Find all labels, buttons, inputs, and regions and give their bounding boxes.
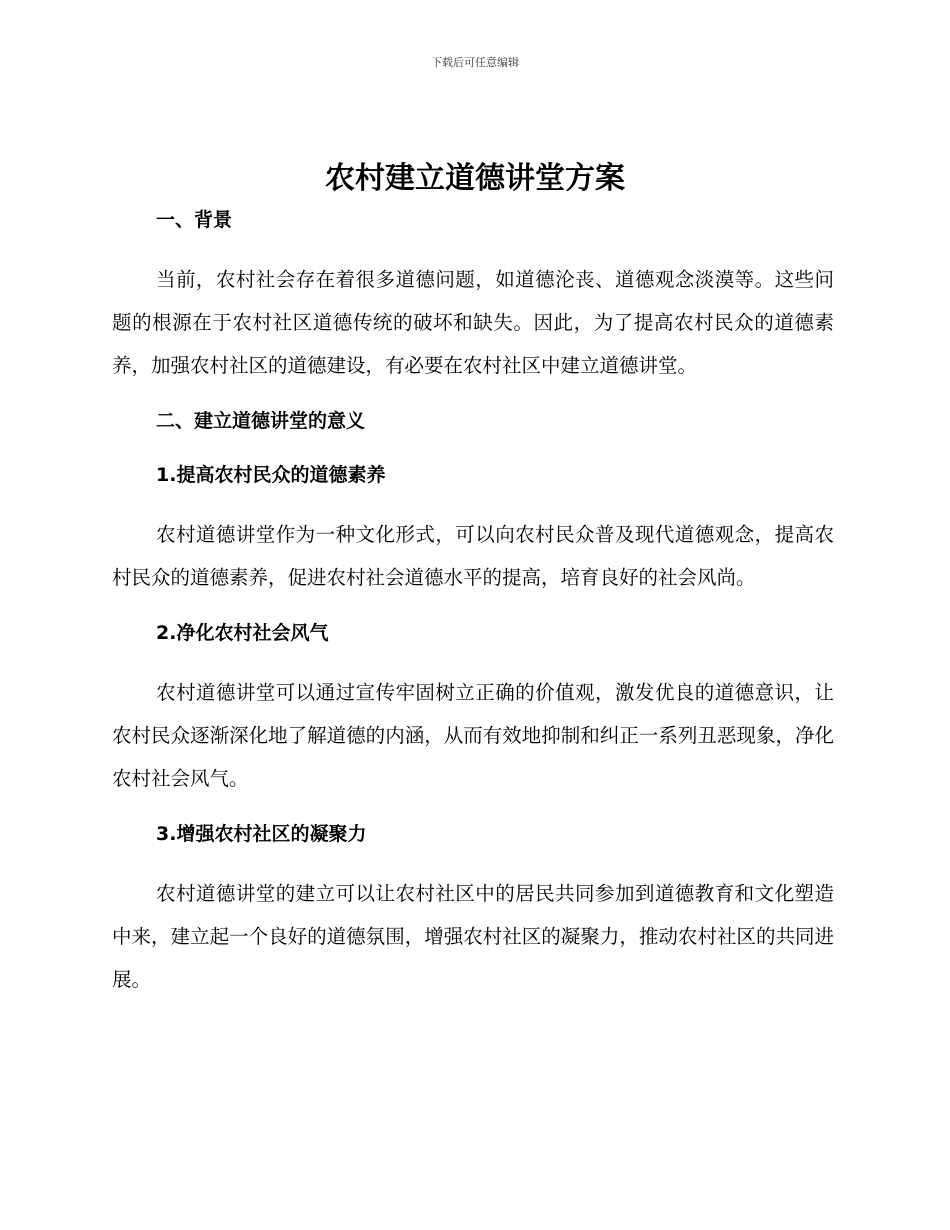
header-note: 下载后可任意编辑 bbox=[431, 56, 519, 69]
subheading-social-atmosphere: 2.净化农村社会风气 bbox=[156, 622, 329, 644]
paragraph-community-cohesion: 农村道德讲堂的建立可以让农村社区中的居民共同参加到道德教育和文化塑造中来，建立起一个良好的道德氛围，增强农村社区的凝聚力，推动农村社区的共同进展。 bbox=[112, 882, 834, 991]
paragraph-background: 当前，农村社会存在着很多道德问题，如道德沦丧、道德观念淡漠等。这些问题的根源在于农村社区道德传统的破坏和缺失。因此，为了提高农村民众的道德素养，加强农村社区的道德建设，有必要在农村社区中建立道德讲堂。 bbox=[112, 268, 834, 377]
subheading-community-cohesion: 3.增强农村社区的凝聚力 bbox=[156, 823, 367, 845]
paragraph-moral-quality: 农村道德讲堂作为一种文化形式，可以向农村民众普及现代道德观念，提高农村民众的道德素养，促进农村社会道德水平的提高，培育良好的社会风尚。 bbox=[112, 523, 834, 589]
section-heading-significance: 二、建立道德讲堂的意义 bbox=[156, 410, 366, 432]
subheading-moral-quality: 1.提高农村民众的道德素养 bbox=[156, 464, 386, 486]
section-heading-background: 一、背景 bbox=[156, 209, 233, 231]
document-title: 农村建立道德讲堂方案 bbox=[325, 161, 625, 196]
paragraph-social-atmosphere: 农村道德讲堂可以通过宣传牢固树立正确的价值观，激发优良的道德意识，让农村民众逐渐深化地了解道德的内涵，从而有效地抑制和纠正一系列丑恶现象，净化农村社会风气。 bbox=[112, 681, 834, 790]
document-body bbox=[112, 204, 834, 1001]
